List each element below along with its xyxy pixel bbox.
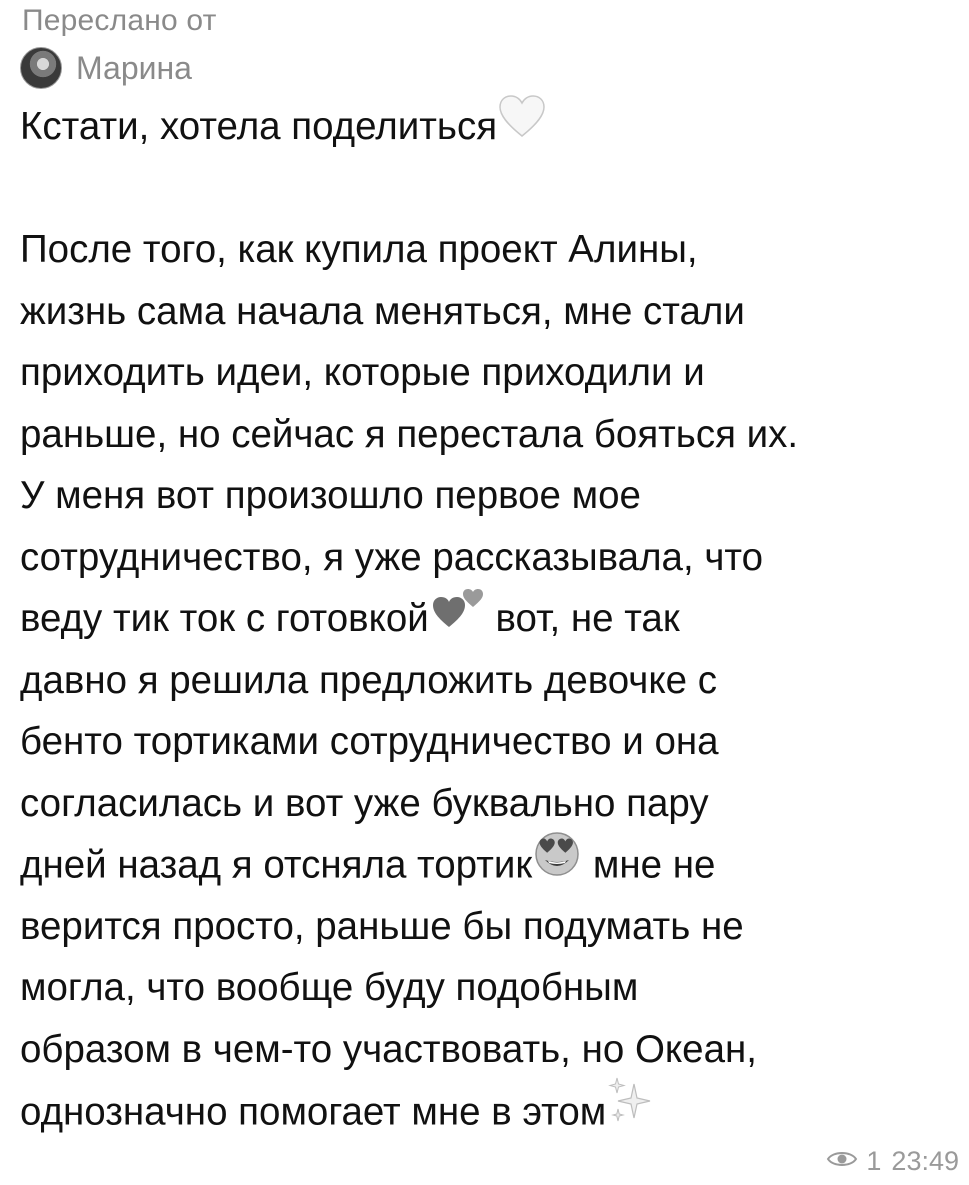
message-line xyxy=(20,96,960,158)
sender-row[interactable] xyxy=(20,46,192,90)
message-line xyxy=(20,1080,960,1142)
message-text-segment: Кстати, хотела поделиться xyxy=(20,105,498,148)
message-line: сотрудничество, я уже рассказывала, что xyxy=(20,535,764,579)
eye-icon xyxy=(826,1144,866,1178)
message-line: После того, как купила проект Алины, xyxy=(20,228,698,271)
message-line: согласилась и вот уже буквально пару xyxy=(20,781,709,825)
revolving-hearts-icon xyxy=(429,585,485,650)
message-line: приходить идеи, которые приходили и xyxy=(20,351,705,394)
message-text xyxy=(20,96,960,1142)
avatar[interactable] xyxy=(20,47,62,89)
view-count: 1 xyxy=(866,1146,882,1176)
message-text-segment: однозначно помогает мне в этом xyxy=(20,1090,607,1134)
message-line xyxy=(20,834,960,896)
message-line: жизнь сама начала меняться, мне стали xyxy=(20,289,745,333)
message-text-segment: мне не xyxy=(582,843,716,887)
message-text-segment: веду тик ток с готовкой xyxy=(20,597,429,640)
message-line: могла, что вообще буду подобным xyxy=(20,966,639,1009)
sender-name[interactable]: Марина xyxy=(76,50,192,86)
message-time: 23:49 xyxy=(891,1146,959,1176)
blank-line xyxy=(20,158,960,220)
message-text-segment: вот, не так xyxy=(484,597,680,640)
message-line: У меня вот произошло первое мое xyxy=(20,474,641,517)
message-line: образом в чем-то участвовать, но Океан, xyxy=(20,1027,757,1071)
message-text-segment: дней назад я отсняла тортик xyxy=(20,843,533,887)
white-heart-icon xyxy=(497,93,547,158)
message-line: раньше, но сейчас я перестала бояться их. xyxy=(20,412,799,456)
message-line: верится просто, раньше бы подумать не xyxy=(20,904,744,948)
message-line: бенто тортиками сотрудничество и она xyxy=(20,720,719,763)
message-line xyxy=(20,588,960,650)
message-footer xyxy=(826,1144,959,1178)
sparkles-icon xyxy=(606,1076,654,1145)
message-line: давно я решила предложить девочке с xyxy=(20,658,718,702)
heart-eyes-face-icon xyxy=(532,830,582,897)
forwarded-from-label: Переслано от xyxy=(22,4,217,37)
